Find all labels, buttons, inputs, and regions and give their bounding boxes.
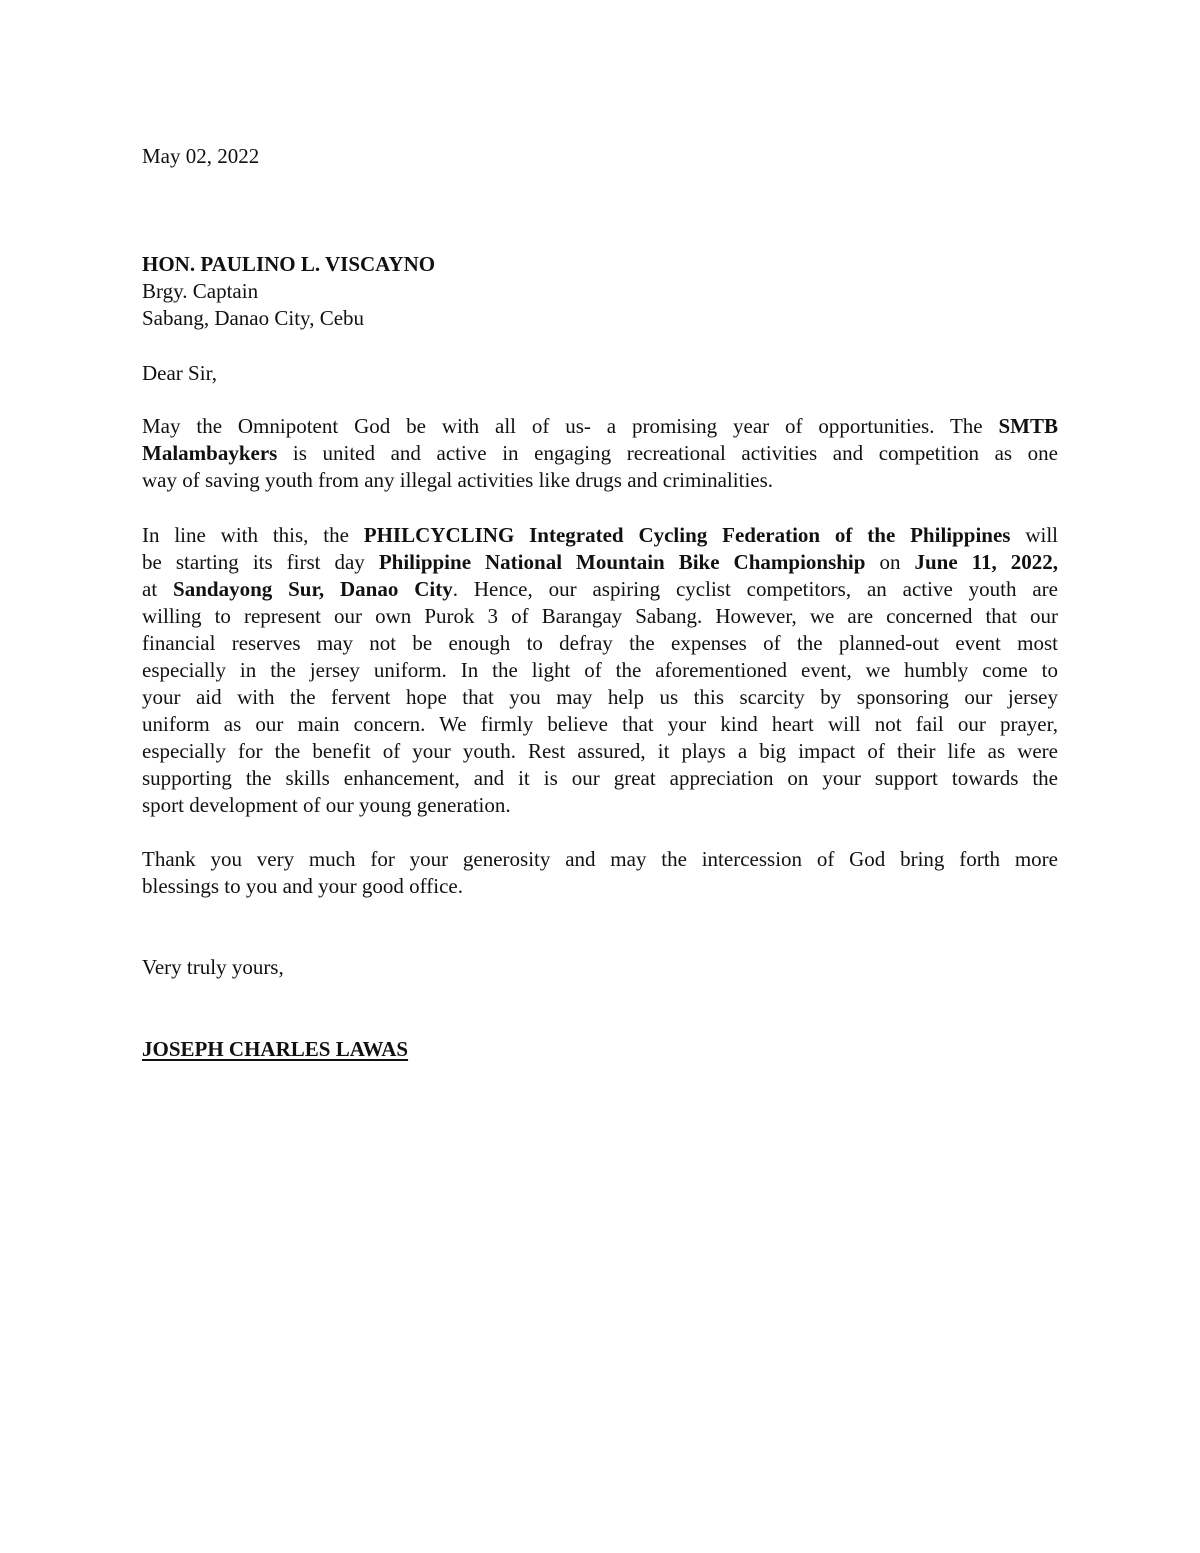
recipient-block — [142, 251, 1058, 332]
letter-date — [142, 143, 1058, 170]
date-text: May 02, 2022 — [142, 144, 260, 168]
p2-line-2 — [142, 549, 1058, 576]
closing — [142, 954, 1058, 981]
p2-text: be starting its first day — [142, 550, 379, 574]
p1-text-2: is united and active in engaging recreational activities and competition as one — [277, 441, 1058, 465]
paragraph-1 — [142, 413, 1058, 494]
p2-line-3 — [142, 576, 1058, 603]
recipient-name: HON. PAULINO L. VISCAYNO — [142, 252, 436, 276]
paragraph-2 — [142, 522, 1058, 819]
closing-text: Very truly yours, — [142, 955, 284, 979]
p2-line-9: especially for the benefit of your youth. Rest assured, it plays a big impact of their life as were — [142, 739, 1058, 763]
p2-line-6: especially in the jersey uniform. In the light of the aforementioned event, we humbly come to — [142, 658, 1058, 682]
recipient-title: Brgy. Captain — [142, 279, 259, 303]
p2-line-4: willing to represent our own Purok 3 of Barangay Sabang. However, we are concerned that our — [142, 604, 1058, 628]
p2-date-bold: June 11, 2022, — [914, 550, 1058, 574]
p3-line-2: blessings to you and your good office. — [142, 874, 463, 898]
p1-line-3: way of saving youth from any illegal activities like drugs and criminalities. — [142, 468, 774, 492]
p2-line-7: your aid with the fervent hope that you may help us this scarcity by sponsoring our jersey — [142, 685, 1058, 709]
p2-line-5: financial reserves may not be enough to defray the expenses of the planned-out event most — [142, 631, 1058, 655]
p1-line-1 — [142, 413, 1058, 440]
p2-text: will — [1010, 523, 1058, 547]
p2-line-8: uniform as our main concern. We firmly believe that your kind heart will not fail our prayer, — [142, 712, 1058, 736]
signature-block — [142, 1036, 1058, 1063]
p2-line-11: sport development of our young generation. — [142, 793, 511, 817]
p2-text: . Hence, our aspiring cyclist competitors, an active youth are — [452, 577, 1058, 601]
p2-line-10: supporting the skills enhancement, and it is our great appreciation on your support towards the — [142, 766, 1058, 790]
salutation — [142, 360, 1058, 387]
p2-line-1 — [142, 522, 1058, 549]
signatory-name: JOSEPH CHARLES LAWAS — [142, 1037, 409, 1061]
p2-venue-bold: Sandayong Sur, Danao City — [173, 577, 453, 601]
p2-text: In line with this, the — [142, 523, 364, 547]
salutation-text: Dear Sir, — [142, 361, 217, 385]
p2-text: on — [865, 550, 915, 574]
p2-text: at — [142, 577, 174, 601]
p1-line-2 — [142, 440, 1058, 467]
p2-federation-bold: PHILCYCLING Integrated Cycling Federation of the Philippines — [363, 523, 1011, 547]
p2-event-bold: Philippine National Mountain Bike Championship — [378, 550, 866, 574]
p1-text: May the Omnipotent God be with all of us- a promising year of opportunities. The — [142, 414, 999, 438]
recipient-address: Sabang, Danao City, Cebu — [142, 306, 365, 330]
p1-org-bold: SMTB — [998, 414, 1058, 438]
paragraph-3 — [142, 846, 1058, 900]
p1-org-bold-2: Malambaykers — [142, 441, 278, 465]
p3-line-1: Thank you very much for your generosity and may the intercession of God bring forth more — [142, 847, 1058, 871]
